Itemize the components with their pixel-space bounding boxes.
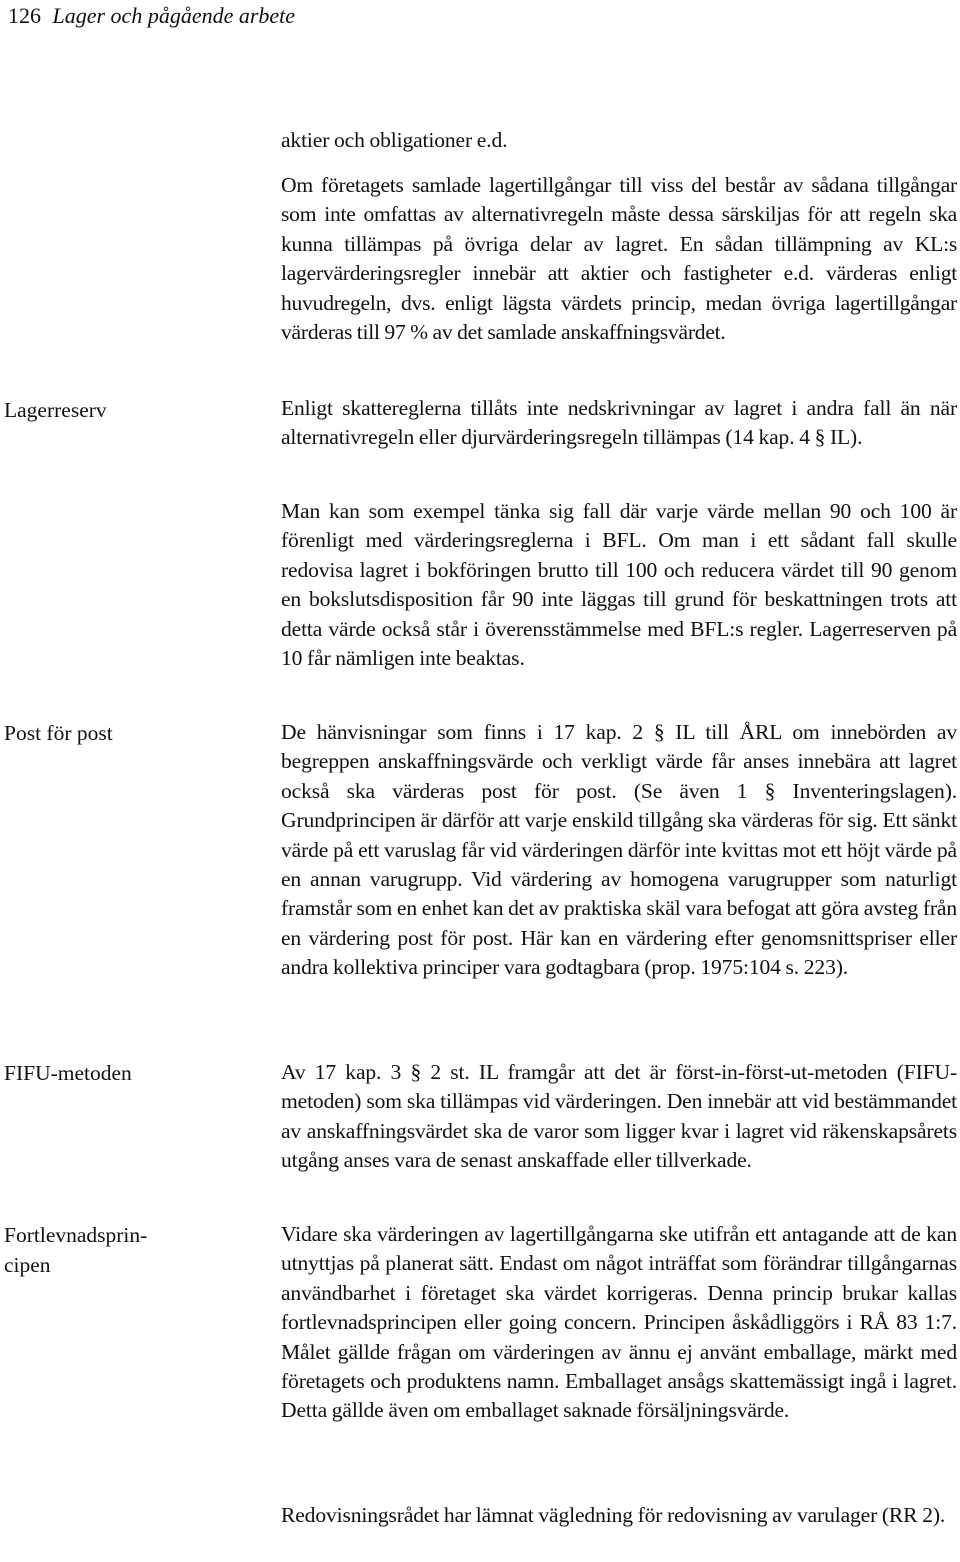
page-number: 126 — [8, 3, 41, 28]
paragraph-text: De hänvisningar som finns i 17 kap. 2 § IL till ÅRL om innebörden av begreppen anskaffningsvärde och verkligt värde får anses innebära att lagret också ska värderas post för post. (Se även 1 § Inventeringslagen). Grundprincipen är därför att varje enskild tillgång ska värderas för sig. Ett sänkt värde på ett varuslag får vid värderingen därför inte kvittas mot ett höjt värde på en annan varugrupp. Vid värdering av homogena varugrupper som naturligt framstår som en enhet kan det av praktiska skäl vara befogat att göra avsteg från en värdering post för post. Här kan en värdering efter genomsnittspriser eller andra kollektiva principer vara godtagbara (prop. 1975:104 s. 223). — [281, 720, 957, 980]
body-paragraph-continuation — [281, 126, 957, 155]
paragraph-text: Man kan som exempel tänka sig fall där varje värde mellan 90 och 100 är förenligt med värderingsreglerna i BFL. Om man i ett sådant fall skulle redovisa lagret i bokföringen brutto till 100 och reducera värdet till 90 genom en bokslutsdisposition får 90 inte läggas till grund för beskattningen trots att detta värde också står i överensstämmelse med BFL:s regler. Lagerreserven på 10 får nämligen inte beaktas. — [281, 499, 957, 671]
paragraph-text: Redovisningsrådet har lämnat vägledning för redovisning av varulager (RR 2). — [281, 1503, 946, 1527]
body-paragraph-post-for-post — [281, 718, 957, 983]
margin-heading-line: Fortlevnadsprin- — [4, 1223, 148, 1247]
margin-heading-fifu-metoden: FIFU-metoden — [4, 1061, 132, 1085]
margin-heading-line: cipen — [4, 1253, 51, 1277]
paragraph-text: Vidare ska värderingen av lagertillgångarna ske utifrån ett antagande att de kan utnyttjas på planerat sätt. Endast om något inträffat som förändrar tillgångarnas användbarhet i företaget ska värdet korrigeras. Denna princip brukar kallas fortlevnadsprincipen eller going concern. Principen åskådliggörs i RÅ 83 1:7. Målet gällde frågan om värderingen av ännu ej använt emballage, märkt med företagets och produktens namn. Emballaget ansågs skattemässigt ingå i lagret. Detta gällde även om emballaget saknade försäljningsvärde. — [281, 1222, 957, 1423]
body-paragraph-redovisningsradet — [281, 1501, 957, 1530]
body-paragraph-alternativregeln — [281, 171, 957, 347]
margin-heading-lagerreserv: Lagerreserv — [4, 398, 107, 422]
paragraph-text: Om företagets samlade lagertillgångar till viss del består av sådana tillgångar som inte omfattas av alternativregeln måste dessa särskiljas för att regeln ska kunna tillämpas på övriga delar av lagret. En sådan tillämpning av KL:s lagervärderingsregler innebär att aktier och fastigheter e.d. värderas enligt huvudregeln, dvs. enligt lägsta värdets princip, medan övriga lagertillgångar värderas till 97 % av det samlade anskaffningsvärdet. — [281, 173, 957, 345]
margin-heading-fortlevnadsprincipen — [4, 1220, 204, 1280]
running-title: Lager och pågående arbete — [52, 3, 296, 28]
body-paragraph-fifu — [281, 1058, 957, 1176]
paragraph-text: aktier och obligationer e.d. — [281, 128, 508, 152]
paragraph-text: Av 17 kap. 3 § 2 st. IL framgår att det är först-in-först-ut-metoden (FIFU-metoden) som ska tillämpas vid värderingen. Den innebär att vid bestämmandet av anskaffningsvärdet ska de varor som ligger kvar i lagret vid räkenskapsårets utgång anses vara de senast anskaffade eller tillverkade. — [281, 1060, 957, 1173]
margin-heading-post-for-post: Post för post — [4, 721, 113, 745]
body-paragraph-fortlevnad — [281, 1220, 957, 1426]
paragraph-text: Enligt skattereglerna tillåts inte nedskrivningar av lagret i andra fall än när alternativregeln eller djurvärderingsregeln tillämpas (14 kap. 4 § IL). — [281, 396, 957, 450]
body-paragraph-lagerreserv — [281, 394, 957, 453]
page-header — [8, 2, 295, 30]
body-paragraph-exempel — [281, 497, 957, 673]
